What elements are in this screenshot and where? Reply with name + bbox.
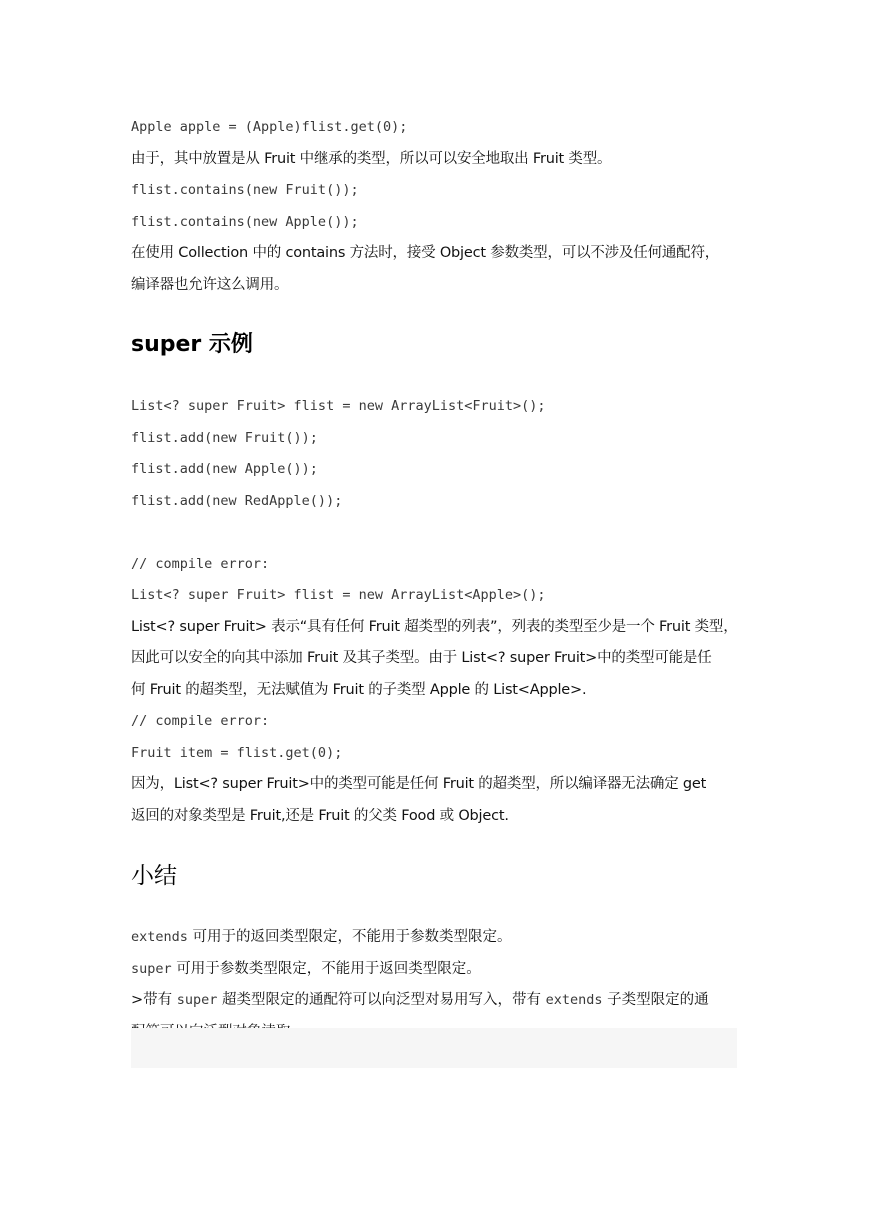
summary-pecs-text-b: 超类型限定的通配符可以向泛型对易用写入，带有: [217, 992, 546, 1008]
text-get-explanation: 因为，List<? super Fruit>中的类型可能是任何 Fruit 的超类型，所以编译器无法确定 get: [131, 776, 707, 792]
code-line-apple-cast: Apple apple = (Apple)flist.get(0);: [131, 119, 408, 135]
code-line-super-list: List<? super Fruit> flist = new ArrayList<Fruit>();: [131, 398, 546, 414]
summary-super-line: [131, 954, 737, 986]
code-line-super-list-apple: List<? super Fruit> flist = new ArrayList<Apple>();: [131, 587, 546, 603]
summary-super-text: 可用于参数类型限定，不能用于返回类型限定。: [171, 960, 481, 977]
summary-extends-line: [131, 922, 737, 954]
keyword-extends-2: extends: [545, 992, 603, 1008]
heading-super-example: super 示例: [131, 332, 253, 357]
keyword-super-2: super: [176, 992, 218, 1008]
summary-pecs-text-c: 子类型限定的通: [602, 992, 709, 1008]
keyword-extends: extends: [131, 929, 188, 945]
code-line-contains-fruit: flist.contains(new Fruit());: [131, 182, 359, 198]
text-contains-explanation-cont: 编译器也允许这么调用。: [131, 276, 289, 293]
text-super-explanation: List<? super Fruit> 表示“具有任何 Fruit 超类型的列表”，列表的类型至少是一个 Fruit 类型，: [131, 618, 738, 635]
code-line-add-redapple: flist.add(new RedApple());: [131, 492, 343, 509]
code-line-get-item: Fruit item = flist.get(0);: [131, 744, 343, 761]
text-get-explanation-2: 返回的对象类型是 Fruit,还是 Fruit 的父类 Food 或 Object.: [131, 807, 509, 824]
code-comment-compile-error-2: // compile error:: [131, 713, 270, 729]
code-line-add-apple: flist.add(new Apple());: [131, 461, 318, 477]
summary-pecs-line: [131, 985, 737, 1017]
code-comment-compile-error: // compile error:: [131, 555, 270, 572]
text-contains-explanation: 在使用 Collection 中的 contains 方法时，接受 Object 参数类型，可以不涉及任何通配符，: [131, 245, 720, 261]
text-super-explanation-3: 何 Fruit 的超类型，无法赋值为 Fruit 的子类型 Apple 的 List<Apple>.: [131, 681, 587, 698]
text-fruit-inheritance: 由于，其中放置是从 Fruit 中继承的类型，所以可以安全地取出 Fruit 类型。: [131, 150, 612, 167]
empty-code-block: [131, 1028, 737, 1068]
heading-summary: 小结: [131, 863, 177, 889]
code-line-contains-apple: flist.contains(new Apple());: [131, 213, 359, 230]
code-line-add-fruit: flist.add(new Fruit());: [131, 429, 318, 446]
text-super-explanation-2: 因此可以安全的向其中添加 Fruit 及其子类型。由于 List<? super Fruit>中的类型可能是任: [131, 650, 712, 666]
summary-extends-text: 可用于的返回类型限定，不能用于参数类型限定。: [187, 929, 512, 945]
blank-line: [131, 517, 737, 549]
document-page: [131, 112, 737, 1048]
summary-pecs-text-a: >带有: [131, 992, 177, 1008]
keyword-super: super: [131, 960, 172, 977]
